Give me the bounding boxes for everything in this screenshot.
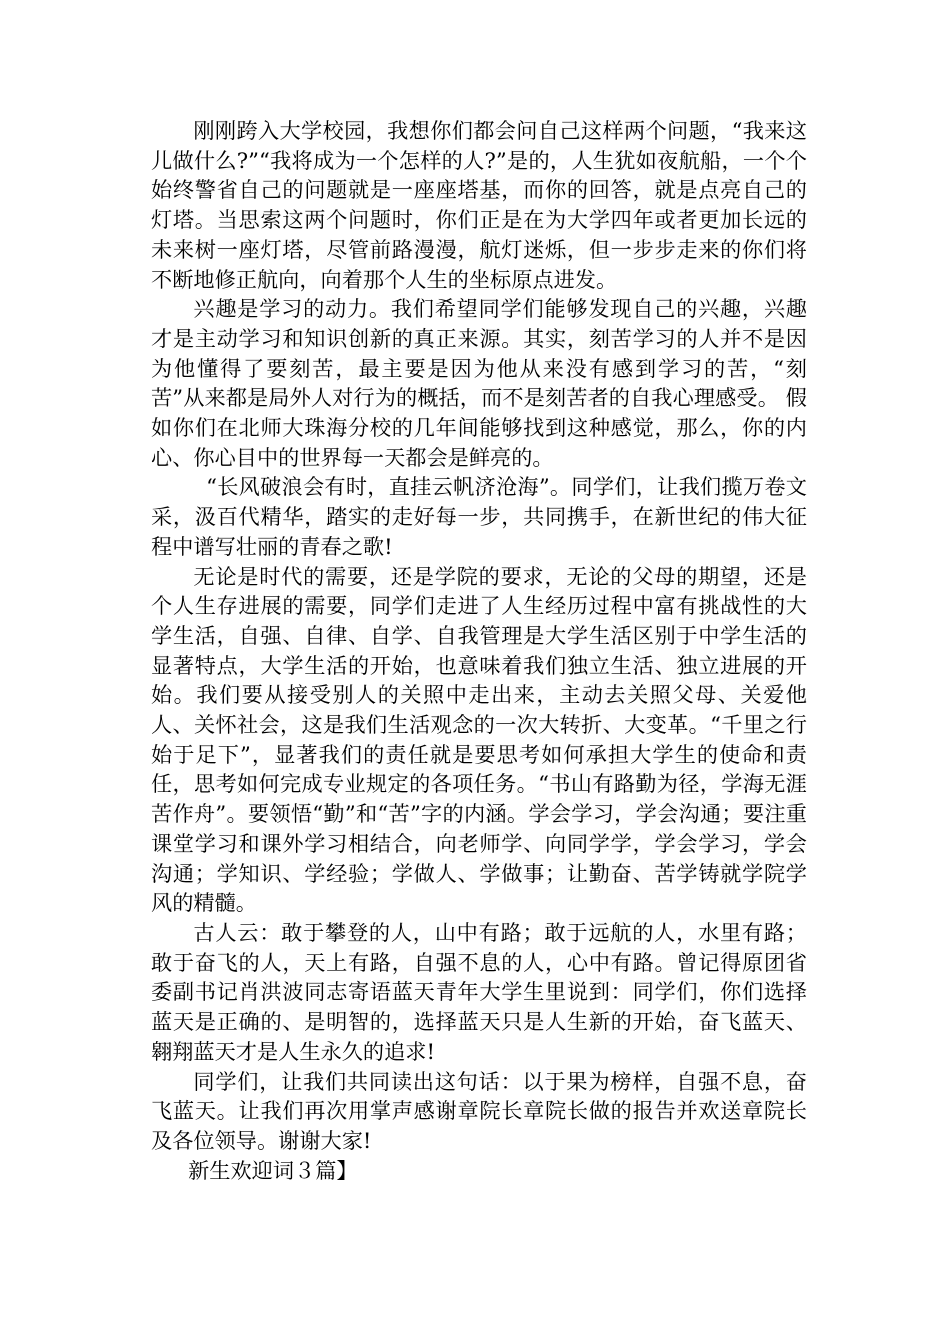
paragraph-3: “长风破浪会有时，直挂云帆济沧海”。同学们，让我们揽万卷文采，汲百代精华，踏实的走好每一步，共同携手，在新世纪的伟大征程中谱写壮丽的青春之歌! — [151, 474, 807, 559]
paragraph-6: 同学们，让我们共同读出这句话：以于果为榜样，自强不息，奋飞蓝天。让我们再次用掌声感谢章院长章院长做的报告并欢送章院长及各位领导。谢谢大家! — [151, 1068, 807, 1153]
closing-title: 新生欢迎词３篇】 — [188, 1157, 358, 1183]
paragraph-1: 刚刚跨入大学校园，我想你们都会问自己这样两个问题，“我来这儿做什么?”“我将成为一个怎样的人?”是的，人生犹如夜航船，一个个始终警省自己的问题就是一座座塔基，而你的回答，就是点亮自己的灯塔。当思索这两个问题时，你们正是在为大学四年或者更加长远的未来树一座灯塔，尽管前路漫漫，航灯迷烁，但一步步走来的你们将不断地修正航向，向着那个人生的坐标原点进发。 — [151, 118, 807, 292]
document-body — [151, 116, 807, 1185]
paragraph-4: 无论是时代的需要，还是学院的要求，无论的父母的期望，还是个人生存进展的需要，同学们走进了人生经历过程中富有挑战性的大学生活，自强、自律、自学、自我管理是大学生活区别于中学生活的显著特点，大学生活的开始，也意味着我们独立生活、独立进展的开始。我们要从接受别人的关照中走出来，主动去关照父母、关爱他人、关怀社会，这是我们生活观念的一次大转折、大变革。“千里之行始于足下”，显著我们的责任就是要思考如何承担大学生的使命和责任，思考如何完成专业规定的各项任务。“书山有路勤为径，学海无涯苦作舟”。要领悟“勤”和“苦”字的内涵。学会学习，学会沟通；要注重课堂学习和课外学习相结合，向老师学、向同学学，学会学习，学会沟通；学知识、学经验；学做人、学做事；让勤奋、苦学铸就学院学风的精髓。 — [151, 563, 807, 916]
paragraph-5: 古人云：敢于攀登的人，山中有路；敢于远航的人，水里有路；敢于奋飞的人，天上有路，自强不息的人，心中有路。曾记得原团省委副书记肖洪波同志寄语蓝天青年大学生里说到：同学们，你们选择蓝天是正确的、是明智的，选择蓝天只是人生新的开始，奋飞蓝天、翱翔蓝天才是人生永久的追求! — [151, 919, 807, 1064]
paragraph-2: 兴趣是学习的动力。我们希望同学们能够发现自己的兴趣，兴趣才是主动学习和知识创新的真正来源。其实，刻苦学习的人并不是因为他懂得了要刻苦，最主要是因为他从来没有感到学习的苦，“刻苦”从来都是局外人对行为的概括，而不是刻苦者的自我心理感受。 假如你们在北师大珠海分校的几年间能够找到这种感觉，那么，你的内心、你心目中的世界每一天都会是鲜亮的。 — [151, 296, 807, 470]
